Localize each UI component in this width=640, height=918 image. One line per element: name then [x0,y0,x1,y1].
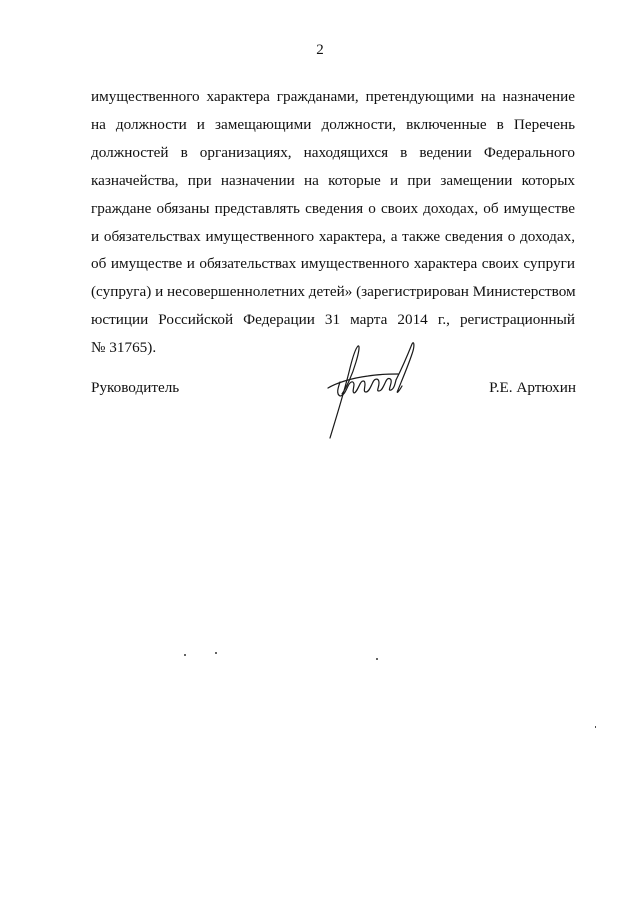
body-line: № 31765). [91,339,157,357]
handwritten-signature [318,338,430,440]
body-line: имущественного характера гражданами, претендующими на назначение [91,88,575,105]
body-line: на должности и замещающими должности, включенные в Перечень [91,115,575,133]
scan-speck [184,654,186,656]
signer-title: Руководитель [91,379,180,396]
body-line: об имуществе и обязательствах имущественного характера своих супруги [91,255,575,273]
body-line: и обязательствах имущественного характера, а также сведения о доходах, [91,227,575,245]
page-number: 2 [316,42,324,58]
scan-speck [595,726,596,728]
document-body [91,83,575,362]
body-line: казначейства, при назначении на которые и при замещении которых [91,171,575,189]
body-line: граждане обязаны представлять сведения о своих доходах, об имуществе [91,199,575,217]
scan-speck [215,652,217,654]
scan-speck [376,658,378,660]
body-line: юстиции Российской Федерации 31 марта 2014 г., регистрационный [91,311,575,329]
body-line: должностей в организациях, находящихся в ведении Федерального [91,143,575,161]
signer-name: Р.Е. Артюхин [489,379,576,396]
body-line: (супруга) и несовершеннолетних детей» (зарегистрирован Министерством [91,283,576,301]
